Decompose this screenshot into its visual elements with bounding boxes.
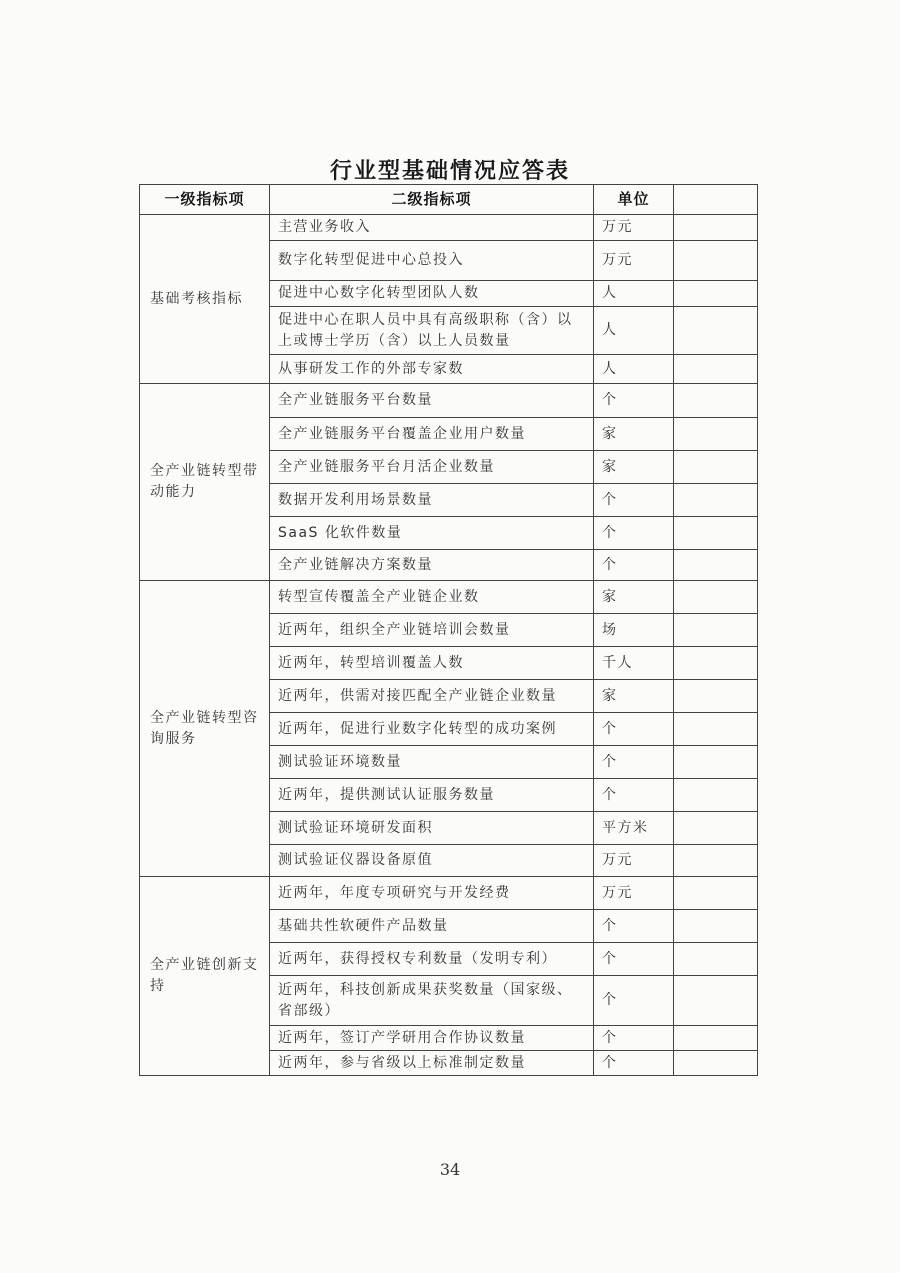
indicator-cell: 数据开发利用场景数量 bbox=[270, 484, 594, 517]
category-cell: 基础考核指标 bbox=[140, 215, 270, 384]
value-cell[interactable] bbox=[674, 746, 758, 779]
unit-cell: 个 bbox=[594, 550, 674, 581]
page-number: 34 bbox=[439, 1160, 461, 1179]
category-cell: 全产业链创新支持 bbox=[140, 877, 270, 1076]
value-cell[interactable] bbox=[674, 910, 758, 943]
indicator-cell: 近两年，签订产学研用合作协议数量 bbox=[270, 1026, 594, 1051]
indicator-cell: SaaS 化软件数量 bbox=[270, 517, 594, 550]
indicator-cell: 转型宣传覆盖全产业链企业数 bbox=[270, 581, 594, 614]
value-cell[interactable] bbox=[674, 614, 758, 647]
unit-cell: 个 bbox=[594, 517, 674, 550]
unit-cell: 家 bbox=[594, 451, 674, 484]
table-row bbox=[140, 384, 758, 418]
indicator-cell: 近两年，提供测试认证服务数量 bbox=[270, 779, 594, 812]
unit-cell: 个 bbox=[594, 910, 674, 943]
unit-cell: 家 bbox=[594, 581, 674, 614]
indicator-cell: 测试验证仪器设备原值 bbox=[270, 845, 594, 877]
unit-cell: 个 bbox=[594, 976, 674, 1026]
indicator-cell: 近两年，供需对接匹配全产业链企业数量 bbox=[270, 680, 594, 713]
value-cell[interactable] bbox=[674, 713, 758, 746]
value-cell[interactable] bbox=[674, 680, 758, 713]
unit-cell: 万元 bbox=[594, 241, 674, 281]
category-cell: 全产业链转型咨询服务 bbox=[140, 581, 270, 877]
indicator-cell: 测试验证环境数量 bbox=[270, 746, 594, 779]
unit-cell: 千人 bbox=[594, 647, 674, 680]
response-table bbox=[139, 184, 758, 1076]
indicator-cell: 近两年，获得授权专利数量（发明专利） bbox=[270, 943, 594, 976]
indicator-cell: 近两年，转型培训覆盖人数 bbox=[270, 647, 594, 680]
unit-cell: 个 bbox=[594, 484, 674, 517]
value-cell[interactable] bbox=[674, 581, 758, 614]
indicator-cell: 基础共性软硬件产品数量 bbox=[270, 910, 594, 943]
value-cell[interactable] bbox=[674, 215, 758, 241]
value-cell[interactable] bbox=[674, 384, 758, 418]
unit-cell: 万元 bbox=[594, 215, 674, 241]
indicator-cell: 近两年，促进行业数字化转型的成功案例 bbox=[270, 713, 594, 746]
unit-cell: 场 bbox=[594, 614, 674, 647]
unit-cell: 个 bbox=[594, 384, 674, 418]
indicator-cell: 近两年，科技创新成果获奖数量（国家级、省部级） bbox=[270, 976, 594, 1026]
indicator-cell: 促进中心数字化转型团队人数 bbox=[270, 281, 594, 307]
category-cell: 全产业链转型带动能力 bbox=[140, 384, 270, 581]
value-cell[interactable] bbox=[674, 451, 758, 484]
header-level2: 二级指标项 bbox=[270, 185, 594, 215]
unit-cell: 人 bbox=[594, 307, 674, 355]
indicator-cell: 促进中心在职人员中具有高级职称（含）以上或博士学历（含）以上人员数量 bbox=[270, 307, 594, 355]
indicator-cell: 主营业务收入 bbox=[270, 215, 594, 241]
unit-cell: 家 bbox=[594, 680, 674, 713]
indicator-cell: 近两年，参与省级以上标准制定数量 bbox=[270, 1051, 594, 1076]
value-cell[interactable] bbox=[674, 281, 758, 307]
value-cell[interactable] bbox=[674, 241, 758, 281]
unit-cell: 人 bbox=[594, 281, 674, 307]
value-cell[interactable] bbox=[674, 355, 758, 384]
value-cell[interactable] bbox=[674, 484, 758, 517]
value-cell[interactable] bbox=[674, 845, 758, 877]
unit-cell: 人 bbox=[594, 355, 674, 384]
value-cell[interactable] bbox=[674, 550, 758, 581]
unit-cell: 个 bbox=[594, 713, 674, 746]
unit-cell: 个 bbox=[594, 1051, 674, 1076]
value-cell[interactable] bbox=[674, 1051, 758, 1076]
unit-cell: 个 bbox=[594, 1026, 674, 1051]
indicator-cell: 全产业链服务平台月活企业数量 bbox=[270, 451, 594, 484]
indicator-cell: 数字化转型促进中心总投入 bbox=[270, 241, 594, 281]
unit-cell: 万元 bbox=[594, 877, 674, 910]
value-cell[interactable] bbox=[674, 307, 758, 355]
table-row bbox=[140, 215, 758, 241]
indicator-cell: 测试验证环境研发面积 bbox=[270, 812, 594, 845]
indicator-cell: 全产业链服务平台覆盖企业用户数量 bbox=[270, 418, 594, 451]
page-title: 行业型基础情况应答表 bbox=[329, 159, 570, 184]
unit-cell: 个 bbox=[594, 779, 674, 812]
table-row bbox=[140, 877, 758, 910]
indicator-cell: 近两年，组织全产业链培训会数量 bbox=[270, 614, 594, 647]
header-unit: 单位 bbox=[594, 185, 674, 215]
value-cell[interactable] bbox=[674, 877, 758, 910]
indicator-cell: 近两年，年度专项研究与开发经费 bbox=[270, 877, 594, 910]
value-cell[interactable] bbox=[674, 779, 758, 812]
unit-cell: 家 bbox=[594, 418, 674, 451]
table-row bbox=[140, 581, 758, 614]
unit-cell: 个 bbox=[594, 746, 674, 779]
header-value bbox=[674, 185, 758, 215]
header-level1: 一级指标项 bbox=[140, 185, 270, 215]
indicator-cell: 全产业链解决方案数量 bbox=[270, 550, 594, 581]
unit-cell: 万元 bbox=[594, 845, 674, 877]
value-cell[interactable] bbox=[674, 812, 758, 845]
value-cell[interactable] bbox=[674, 943, 758, 976]
value-cell[interactable] bbox=[674, 976, 758, 1026]
value-cell[interactable] bbox=[674, 517, 758, 550]
indicator-cell: 从事研发工作的外部专家数 bbox=[270, 355, 594, 384]
unit-cell: 平方米 bbox=[594, 812, 674, 845]
indicator-cell: 全产业链服务平台数量 bbox=[270, 384, 594, 418]
value-cell[interactable] bbox=[674, 1026, 758, 1051]
unit-cell: 个 bbox=[594, 943, 674, 976]
value-cell[interactable] bbox=[674, 418, 758, 451]
value-cell[interactable] bbox=[674, 647, 758, 680]
